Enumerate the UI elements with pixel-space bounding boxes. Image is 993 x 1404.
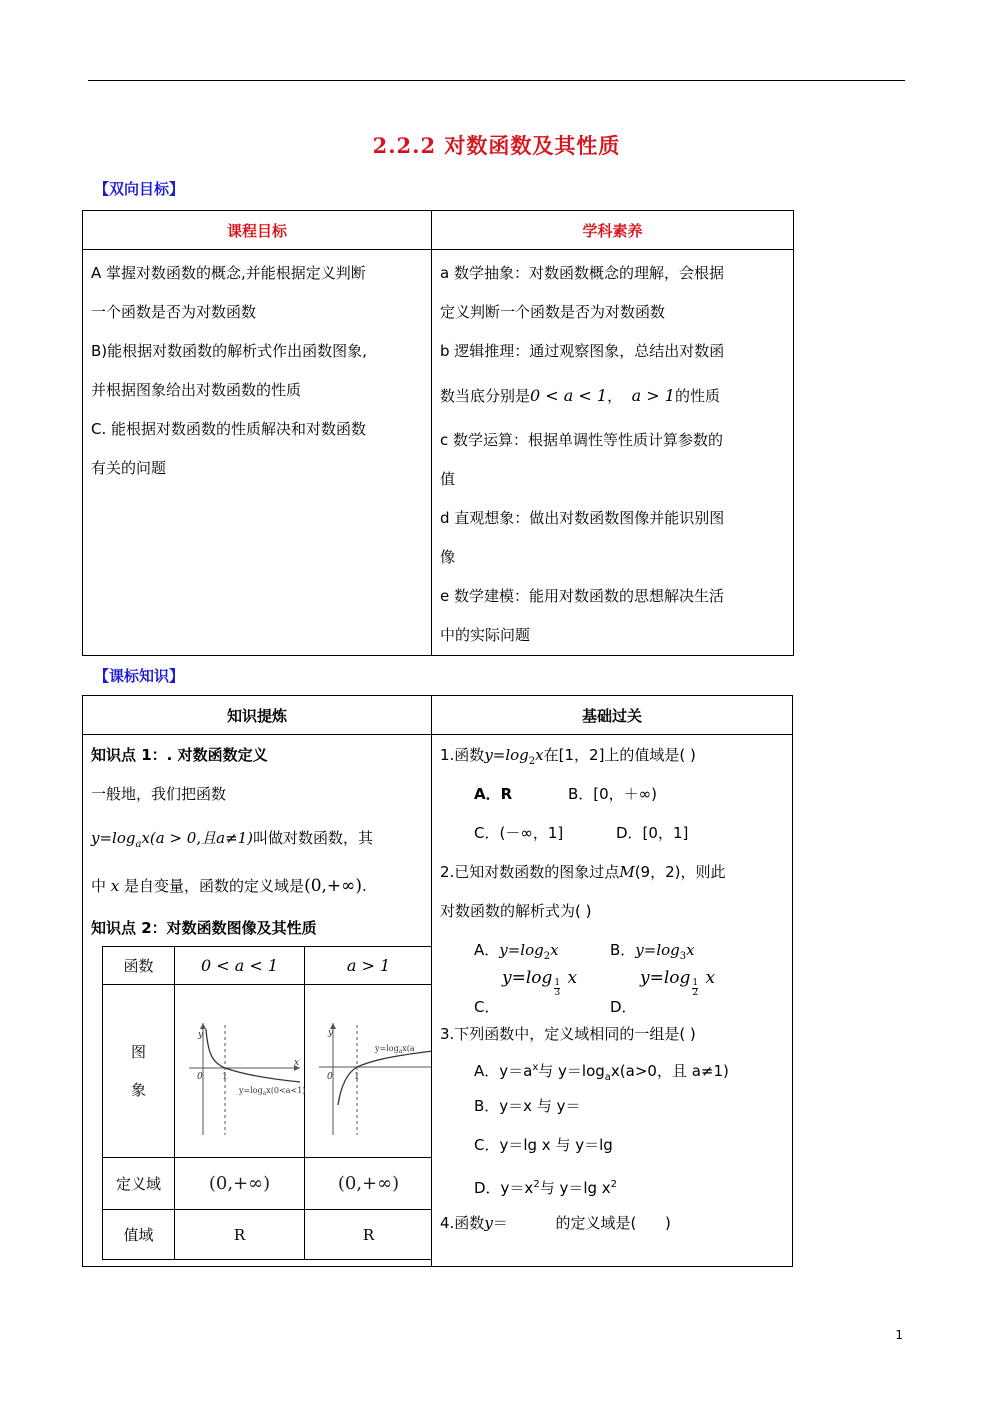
math-condition-2: a > 1 — [631, 386, 675, 405]
question-1-option-b: B．[0，＋∞) — [568, 785, 658, 803]
graph2-label: $y=\log_ax(a$ — [375, 1044, 415, 1055]
literacy-line-b2: 数当底分别是0 < a < 1， a > 1的性质 — [440, 386, 720, 405]
graph1-label: $y=\log_ax(0<a<1)$ — [239, 1086, 305, 1097]
literacy-line-d1: d 直观想象：做出对数函数图像并能识别图 — [440, 509, 725, 527]
log-graph-increasing — [305, 985, 432, 1153]
knowledge-point-1-formula-line: $y=\log_ax(a > 0$,且a≠1)叫做对数函数，其 — [91, 829, 374, 850]
question-1-option-d: D．[0，1] — [616, 824, 689, 842]
question-2-option-d: y=log $\frac{1}{2}$ x — [640, 968, 716, 998]
domain-case1: (0,+∞) — [175, 1158, 305, 1210]
question-3-option-b: B．y＝x 与 y＝ — [474, 1097, 581, 1115]
literacy-line-d2: 像 — [440, 548, 456, 566]
range-case1: R — [175, 1210, 305, 1260]
question-2-option-a: A．$y=\log_2x$ — [474, 941, 559, 962]
inner-row-graph-label: 图象 — [103, 985, 175, 1158]
svg-text:1: 1 — [354, 1072, 360, 1082]
literacy-line-a2: 定义判断一个函数是否为对数函数 — [440, 303, 666, 321]
range-case2: R — [305, 1210, 432, 1260]
literacy-goals-cell — [432, 250, 794, 656]
course-goal-line: C. 能根据对数函数的性质解决和对数函数 — [91, 420, 367, 438]
literacy-line-c2: 值 — [440, 470, 456, 488]
literacy-line-e1: e 数学建模：能用对数函数的思想解决生活 — [440, 587, 724, 605]
knowledge-points-cell — [83, 735, 432, 1267]
question-2-line1: 2.已知对数函数的图象过点M(9，2)，则此 — [440, 863, 726, 881]
literacy-line-c1: c 数学运算：根据单调性等性质计算参数的 — [440, 431, 724, 449]
question-2-option-b: B．$y=\log_3x$ — [610, 941, 695, 962]
knowledge-table — [82, 695, 793, 1267]
svg-text:1: 1 — [222, 1072, 228, 1082]
course-goal-line: 并根据图象给出对数函数的性质 — [91, 381, 302, 399]
knowledge-point-1-domain-line: 中 x 是自变量，函数的定义域是(0,+∞). — [91, 876, 367, 896]
page-number: 1 — [895, 1328, 903, 1342]
section-label-goals: 【双向目标】 — [94, 180, 185, 198]
goals-table — [82, 210, 794, 656]
goals-header-literacy: 学科素养 — [432, 211, 794, 250]
svg-text:0: 0 — [197, 1072, 203, 1082]
question-3-stem: 3.下列函数中，定义域相同的一组是( ) — [440, 1025, 696, 1043]
inner-row-range-label: 值域 — [103, 1210, 175, 1260]
question-2-option-c: y=log $\frac{1}{3}$ x — [502, 968, 578, 998]
exercises-cell — [432, 735, 793, 1267]
literacy-line-a1: a 数学抽象：对数函数概念的理解，会根据 — [440, 264, 724, 282]
graph-decreasing — [175, 985, 305, 1158]
course-goal-line: 一个函数是否为对数函数 — [91, 303, 257, 321]
question-3-option-d: D．$y=x^2$与 y＝lg $x^2$ — [474, 1179, 618, 1197]
log-formula: $y=\log_ax(a > 0$,且a≠1) — [91, 829, 254, 850]
literacy-line-b1: b 逻辑推理：通过观察图象，总结出对数函 — [440, 342, 725, 360]
course-goal-line: A 掌握对数函数的概念,并能根据定义判断 — [91, 264, 366, 282]
question-3-option-c: C．y＝lg x 与 y＝lg — [474, 1136, 613, 1154]
section-label-knowledge: 【课标知识】 — [94, 667, 185, 685]
question-1-stem: 1.函数$y=\log_2x$在[1，2]上的值域是( ) — [440, 746, 696, 767]
inner-header-case2: a > 1 — [305, 947, 432, 985]
question-1-options-ab — [432, 775, 792, 814]
course-goals-cell — [83, 250, 432, 656]
domain-interval: (0,+∞) — [304, 876, 362, 896]
svg-text:x: x — [294, 1058, 300, 1068]
domain-case2: (0,+∞) — [305, 1158, 432, 1210]
question-4-stem: 4.函数y＝ 的定义域是( ) — [440, 1214, 671, 1232]
log-graph-decreasing — [175, 985, 305, 1153]
svg-text:y: y — [198, 1030, 204, 1040]
goals-header-course: 课程目标 — [83, 211, 432, 250]
header-rule — [88, 80, 905, 81]
svg-text:y: y — [328, 1028, 334, 1038]
inner-header-function: 函数 — [103, 947, 175, 985]
question-3-option-a: A．$y=a^x$与 $y=\log_ax(a>0$，且 a≠1) — [474, 1062, 729, 1083]
graph-increasing — [305, 985, 432, 1158]
knowledge-header-exercises: 基础过关 — [432, 696, 793, 735]
inner-header-case1: 0 < a < 1 — [175, 947, 305, 985]
course-goal-line: 有关的问题 — [91, 459, 167, 477]
question-2-options-cd: C． y=log $\frac{1}{3}$ x D． y=log $\frac{1}{2}$ x — [474, 968, 716, 1016]
log-properties-table — [102, 946, 432, 1260]
course-goal-line: B)能根据对数函数的解析式作出函数图象, — [91, 342, 367, 360]
knowledge-header-points: 知识提炼 — [83, 696, 432, 735]
knowledge-point-1-title: 知识点 1：. 对数函数定义 — [91, 746, 268, 764]
question-2-options-ab — [432, 931, 792, 970]
page-title: 2.2.2 对数函数及其性质 — [372, 133, 621, 158]
inner-row-domain-label: 定义域 — [103, 1158, 175, 1210]
knowledge-point-2-title: 知识点 2：对数函数图像及其性质 — [91, 919, 317, 937]
math-condition-1: 0 < a < 1 — [530, 386, 608, 405]
svg-text:0: 0 — [327, 1072, 333, 1082]
literacy-line-e2: 中的实际问题 — [440, 626, 531, 644]
question-2-line2: 对数函数的解析式为( ) — [440, 902, 592, 920]
question-1-option-a: A．R — [474, 785, 513, 803]
question-1-option-c: C．(－∞，1] — [474, 824, 564, 842]
knowledge-point-1-line1: 一般地，我们把函数 — [91, 785, 227, 803]
question-1-options-cd — [432, 814, 792, 853]
